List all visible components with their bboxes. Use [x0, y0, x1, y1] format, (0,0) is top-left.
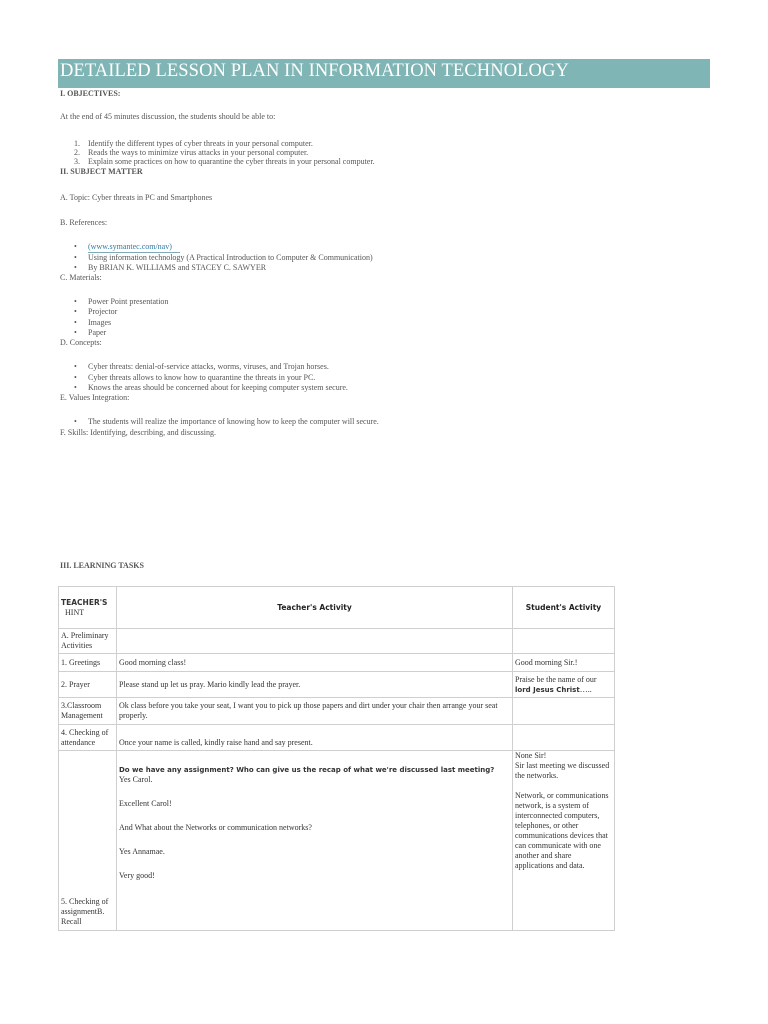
table-header-row — [59, 587, 615, 629]
teacher-cell: Please stand up let us pray. Mario kindly lead the prayer. — [117, 672, 513, 698]
material-item: • Projector — [74, 307, 118, 316]
learning-tasks-table — [58, 586, 615, 931]
handwriting-text: Do we have any assignment? Who can give us the recap of what we're discussed last meeting? — [119, 766, 495, 774]
bullet-icon: • — [74, 373, 77, 382]
bullet-icon: • — [74, 242, 77, 251]
bullet-icon: • — [74, 383, 77, 392]
handwriting-text: lord Jesus Christ — [515, 685, 580, 694]
bullet-icon: • — [74, 263, 77, 272]
concept-item: • Cyber threats: denial-of-service attacks, worms, viruses, and Trojan horses. — [74, 362, 329, 371]
hint-cell: A. Preliminary Activities — [59, 629, 117, 654]
reference-item: • Using information technology (A Practical Introduction to Computer & Communication) — [74, 253, 373, 262]
hint-cell: 4. Checking of attendance — [59, 725, 117, 751]
reference-item: • By BRIAN K. WILLIAMS and STACEY C. SAWYER — [74, 263, 267, 272]
objectives-heading: I. OBJECTIVES: — [60, 89, 121, 98]
references-label: B. References: — [60, 218, 108, 227]
bullet-icon: • — [74, 307, 77, 316]
reference-item — [74, 242, 172, 252]
objective-item: 1. Identify the different types of cyber threats in your personal computer. — [74, 139, 313, 148]
value-item: • The students will realize the importance of knowing how to keep the computer will secure. — [74, 417, 379, 426]
table-row — [59, 654, 615, 672]
teacher-cell: Once your name is called, kindly raise hand and say present. — [117, 725, 513, 751]
material-item: • Paper — [74, 328, 107, 337]
student-cell: Praise be the name of our lord Jesus Christ….. — [513, 672, 615, 698]
subject-matter-heading: II. SUBJECT MATTER — [60, 167, 143, 176]
bullet-icon: • — [74, 417, 77, 426]
hint-cell: 3.Classroom Management — [59, 698, 117, 725]
hint-cell: 1. Greetings — [59, 654, 117, 672]
concepts-label: D. Concepts: — [60, 338, 102, 347]
bullet-icon: • — [74, 362, 77, 371]
teacher-cell: Ok class before you take your seat, I want you to pick up those papers and dirt under your chair then arrange your seat properly. — [117, 698, 513, 725]
bullet-icon: • — [74, 253, 77, 262]
teacher-cell — [117, 629, 513, 654]
table-row — [59, 725, 615, 751]
title-banner — [58, 59, 710, 88]
teacher-activity-header: Teacher's Activity — [117, 587, 513, 629]
hint-cell: 2. Prayer — [59, 672, 117, 698]
table-row — [59, 672, 615, 698]
student-cell: None Sir! Sir last meeting we discussed the networks. Network, or communications network, is a system of interconnected computers, telephones, or other communications devices that can communicate with one another and share applications and data. — [513, 751, 615, 931]
student-cell — [513, 629, 615, 654]
student-cell — [513, 698, 615, 725]
concept-item: • Knows the areas should be concerned about for keeping computer system secure. — [74, 383, 348, 392]
hint-cell: 5. Checking of assignmentB. Recall — [59, 751, 117, 931]
teachers-hint-header: TEACHER'S HINT — [59, 587, 117, 629]
objective-item: 2. Reads the ways to minimize virus attacks in your personal computer. — [74, 148, 309, 157]
objective-item: 3. Explain some practices on how to quarantine the cyber threats in your personal computer. — [74, 157, 375, 166]
bullet-icon: • — [74, 297, 77, 306]
table-row — [59, 629, 615, 654]
concept-item: • Cyber threats allows to know how to quarantine the threats in your PC. — [74, 373, 316, 382]
materials-label: C. Materials: — [60, 273, 102, 282]
topic-line: A. Topic: Cyber threats in PC and Smartphones — [60, 193, 213, 202]
reference-link[interactable]: (www.symantec.com/nav) — [88, 242, 172, 251]
teacher-cell: Do we have any assignment? Who can give us the recap of what we're discussed last meeting? Yes Carol. Excellent Carol! And What about the Networks or communication networks? Yes Annamae. Very good! — [117, 751, 513, 931]
material-item: • Power Point presentation — [74, 297, 169, 306]
table-row — [59, 751, 615, 931]
teacher-cell: Good morning class! — [117, 654, 513, 672]
bullet-icon: • — [74, 328, 77, 337]
student-cell — [513, 725, 615, 751]
document-title: DETAILED LESSON PLAN IN INFORMATION TECHNOLOGY — [60, 61, 569, 81]
skills-line: F. Skills: Identifying, describing, and discussing. — [60, 428, 217, 437]
material-item: • Images — [74, 318, 112, 327]
bullet-icon: • — [74, 318, 77, 327]
student-cell: Good morning Sir.! — [513, 654, 615, 672]
learning-tasks-heading: III. LEARNING TASKS — [60, 561, 144, 570]
table-row — [59, 698, 615, 725]
student-activity-header: Student's Activity — [513, 587, 615, 629]
objectives-intro: At the end of 45 minutes discussion, the students should be able to: — [60, 112, 276, 121]
values-label: E. Values Integration: — [60, 393, 130, 402]
